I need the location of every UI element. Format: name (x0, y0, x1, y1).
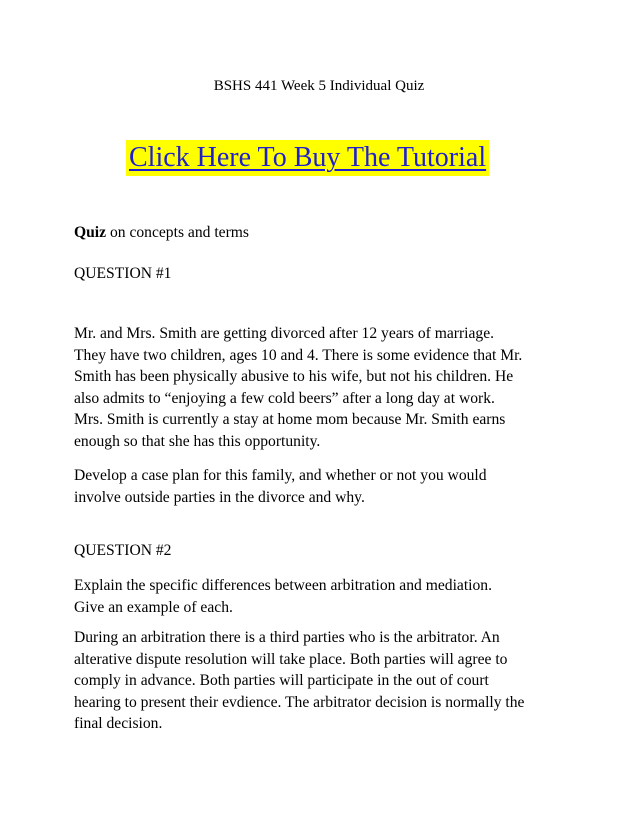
prompt-line: Give an example of each. (74, 598, 233, 616)
question-2-heading: QUESTION #2 (74, 542, 172, 559)
document-title: BSHS 441 Week 5 Individual Quiz (213, 78, 425, 94)
quiz-intro-bold: Quiz (74, 224, 107, 241)
prompt-line: Explain the specific differences between arbitration and mediation. (74, 577, 492, 594)
scenario-line: Smith has been physically abusive to his wife, but not his children. He (74, 368, 514, 386)
answer-line: final decision. (74, 715, 163, 733)
answer-line: hearing to present their evdience. The arbitrator decision is normally the (74, 693, 525, 711)
scenario-line: They have two children, ages 10 and 4. There is some evidence that Mr. (74, 346, 523, 364)
answer-line: alterative dispute resolution will take place. Both parties will agree to (74, 650, 508, 668)
question-2-answer (74, 627, 574, 735)
task-line: Develop a case plan for this family, and whether or not you would (74, 467, 487, 484)
quiz-intro-text: on concepts and terms (106, 224, 249, 241)
scenario-line: enough so that she has this opportunity. (74, 432, 321, 450)
quiz-intro (74, 222, 574, 244)
question-1-scenario (74, 323, 574, 453)
scenario-line: Mr. and Mrs. Smith are getting divorced after 12 years of marriage. (74, 325, 495, 342)
question-1-task (74, 465, 574, 508)
question-2-prompt (74, 575, 574, 618)
buy-tutorial-link[interactable]: Click Here To Buy The Tutorial (126, 140, 489, 176)
answer-line: comply in advance. Both parties will participate in the out of court (74, 672, 489, 690)
question-1-heading: QUESTION #1 (74, 265, 172, 282)
scenario-line: Mrs. Smith is currently a stay at home mom because Mr. Smith earns (74, 411, 506, 429)
task-line: involve outside parties in the divorce and why. (74, 488, 365, 506)
answer-line: During an arbitration there is a third parties who is the arbitrator. An (74, 629, 500, 646)
scenario-line: also admits to “enjoying a few cold beers” after a long day at work. (74, 389, 495, 407)
